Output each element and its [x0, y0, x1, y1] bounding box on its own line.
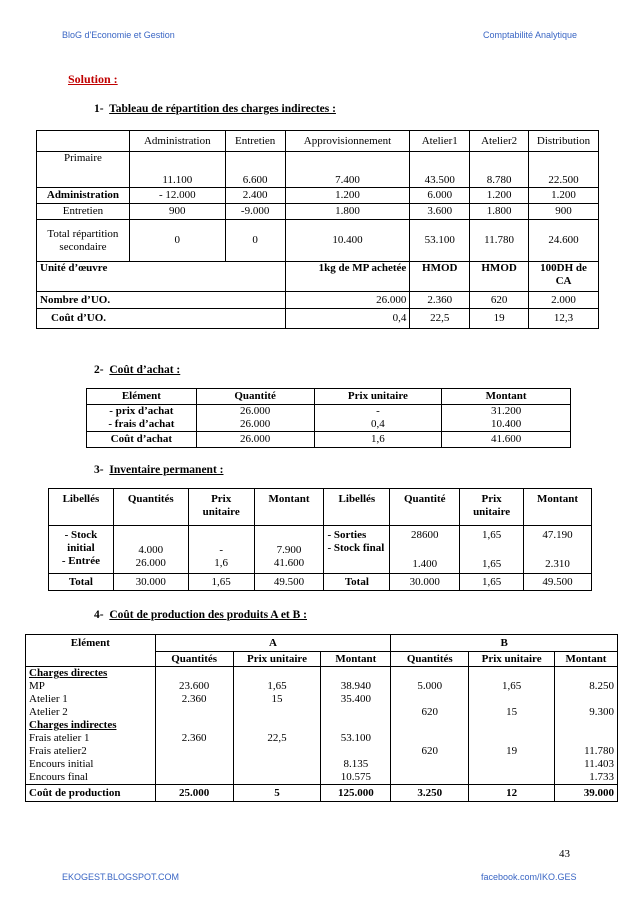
cell: 1.200: [529, 188, 599, 204]
table-row: [37, 188, 599, 204]
cell: 49.500: [524, 574, 592, 591]
cell: [390, 526, 460, 574]
label-entree: - Entrée: [61, 555, 101, 567]
cell: 26.000: [196, 405, 314, 419]
row-label: - frais d’achat: [87, 418, 197, 432]
col-header: Quantités: [391, 652, 469, 667]
section-title: Inventaire permanent :: [109, 464, 224, 476]
row-label: Encours initial: [26, 758, 156, 771]
table-row: [49, 526, 592, 574]
cell: [469, 667, 555, 681]
page-number: 43: [559, 848, 570, 860]
cell: [391, 693, 469, 706]
cell: 1.200: [470, 188, 529, 204]
cell-value: 1,6: [214, 557, 229, 569]
cell: 11.780: [470, 220, 529, 262]
section-title: Coût d’achat :: [109, 364, 181, 376]
section-number: 4-: [94, 609, 104, 621]
col-header: Quantité: [390, 489, 460, 526]
cell: 3.250: [391, 785, 469, 802]
cell: 8.780: [470, 152, 529, 188]
cell-value: 1,65: [481, 558, 502, 570]
cell-value: 28600: [410, 529, 439, 541]
cell: [321, 667, 391, 681]
col-header: Distribution: [529, 131, 599, 152]
cell: 41.600: [442, 432, 571, 448]
section-number: 3-: [94, 464, 104, 476]
cell: [524, 526, 592, 574]
cell: [321, 706, 391, 719]
cell: 2.400: [225, 188, 285, 204]
cell-value: 2.310: [545, 558, 570, 570]
label-stock-initial: - Stock initial: [64, 529, 98, 554]
section-1-heading: [94, 103, 336, 115]
cell: 49.500: [254, 574, 324, 591]
col-header: Libellés: [324, 489, 390, 526]
section-4-heading: [94, 609, 307, 621]
cell: [155, 706, 233, 719]
row-label: Unité d’œuvre: [37, 262, 286, 292]
row-label: Frais atelier 1: [26, 732, 156, 745]
table-row: [26, 732, 618, 745]
cell: [555, 667, 618, 681]
col-header: Entretien: [225, 131, 285, 152]
cell: 15: [469, 706, 555, 719]
cell: HMOD: [470, 262, 529, 292]
cell: 53.100: [410, 220, 470, 262]
row-label: Coût d’UO.: [37, 309, 286, 329]
cell: 11.403: [555, 758, 618, 771]
header-subject: Comptabilité Analytique: [483, 30, 578, 40]
cell: [555, 732, 618, 745]
cell: 1,6: [314, 432, 442, 448]
col-header: Atelier1: [410, 131, 470, 152]
cell: [233, 719, 321, 732]
table-row: [37, 220, 599, 262]
section-number: 1-: [94, 103, 104, 115]
cell-value: 41.600: [273, 557, 305, 569]
cell: [233, 745, 321, 758]
cell-value: 4.000: [138, 544, 164, 556]
cell: 3.600: [410, 204, 470, 220]
cell: [233, 667, 321, 681]
cell: 1,65: [233, 680, 321, 693]
cout-production-table: [25, 634, 618, 802]
row-label: Coût de production: [26, 785, 156, 802]
section-2-heading: [94, 364, 180, 376]
table-row: [26, 745, 618, 758]
cell: 38.940: [321, 680, 391, 693]
row-label: Atelier 2: [26, 706, 156, 719]
col-header: Approvisionnement: [285, 131, 410, 152]
col-header: Elément: [87, 389, 197, 405]
col-header: Montant: [555, 652, 618, 667]
row-label: Nombre d’UO.: [37, 292, 286, 309]
cell-value: 7.900: [276, 544, 302, 556]
sortie-labels: [324, 526, 390, 574]
cell: 19: [470, 309, 529, 329]
table-row: [26, 667, 618, 681]
cell: 30.000: [113, 574, 188, 591]
cell-value: -: [219, 544, 223, 556]
cell: 22,5: [410, 309, 470, 329]
section-title: Tableau de répartition des charges indirectes :: [109, 103, 336, 115]
cell: 620: [391, 745, 469, 758]
cell: 1.200: [285, 188, 410, 204]
section-title: Coût de production des produits A et B :: [109, 609, 308, 621]
cell: 0: [129, 220, 225, 262]
row-label: Atelier 1: [26, 693, 156, 706]
cell: [391, 758, 469, 771]
row-label: MP: [26, 680, 156, 693]
cell: [391, 771, 469, 785]
cell: 26.000: [196, 432, 314, 448]
cell: 10.575: [321, 771, 391, 785]
cell: 1kg de MP achetée: [285, 262, 410, 292]
table-row: [26, 680, 618, 693]
cell: [469, 771, 555, 785]
row-label: Entretien: [37, 204, 130, 220]
row-label: Primaire: [37, 152, 130, 188]
cell: 26.000: [196, 418, 314, 432]
cell: 10.400: [285, 220, 410, 262]
cell: 125.000: [321, 785, 391, 802]
col-header: Quantités: [155, 652, 233, 667]
row-label: Total: [49, 574, 114, 591]
cell: [233, 706, 321, 719]
cell: 26.000: [285, 292, 410, 309]
row-label: Encours final: [26, 771, 156, 785]
cell: 11.100: [129, 152, 225, 188]
cell: [555, 719, 618, 732]
cell: 12,3: [529, 309, 599, 329]
cell: 24.600: [529, 220, 599, 262]
cell: [391, 719, 469, 732]
row-label: - prix d’achat: [87, 405, 197, 419]
cell: [155, 758, 233, 771]
cell: 620: [470, 292, 529, 309]
cell: -9.000: [225, 204, 285, 220]
cell: 0,4: [314, 418, 442, 432]
cell: 1.800: [285, 204, 410, 220]
col-header-element: Elément: [26, 635, 156, 652]
cell-value: 47.190: [542, 529, 573, 541]
cell: 15: [233, 693, 321, 706]
col-header: Libellés: [49, 489, 114, 526]
section-number: 2-: [94, 364, 104, 376]
cell: 1.733: [555, 771, 618, 785]
col-header: Prix unitaire: [233, 652, 321, 667]
header-empty-cell: [37, 131, 130, 152]
cell: - 12.000: [129, 188, 225, 204]
cell: [469, 719, 555, 732]
cell: 7.400: [285, 152, 410, 188]
cell: [469, 732, 555, 745]
cell-value: 26.000: [135, 557, 166, 569]
footer-blog-url: EKOGEST.BLOGSPOT.COM: [62, 872, 180, 882]
cell: [321, 719, 391, 732]
row-label: Charges directes: [26, 667, 156, 681]
cell: [155, 771, 233, 785]
cell: 8.135: [321, 758, 391, 771]
cell: [188, 526, 254, 574]
col-header: Quantité: [196, 389, 314, 405]
cell: [155, 719, 233, 732]
col-header: Montant: [321, 652, 391, 667]
stock-labels: [49, 526, 114, 574]
section-3-heading: [94, 464, 223, 476]
cell: [391, 667, 469, 681]
cell: [113, 526, 188, 574]
cell: [460, 526, 524, 574]
cell: 22.500: [529, 152, 599, 188]
col-header: Prix unitaire: [460, 489, 524, 526]
footer-facebook: facebook.com/IKO.GES: [481, 872, 577, 882]
label-stock-final: - Stock final: [327, 542, 385, 554]
cell: 100DH de CA: [529, 262, 599, 292]
header-blog-name: BloG d'Economie et Gestion: [62, 30, 175, 40]
cell: 6.600: [225, 152, 285, 188]
cell: 31.200: [442, 405, 571, 419]
col-header: Prix unitaire: [314, 389, 442, 405]
cell: 12: [469, 785, 555, 802]
cell: 8.250: [555, 680, 618, 693]
cell: HMOD: [410, 262, 470, 292]
cell: 23.600: [155, 680, 233, 693]
cell: [233, 758, 321, 771]
cell: [233, 771, 321, 785]
cell: 53.100: [321, 732, 391, 745]
col-header-b: B: [391, 635, 618, 652]
cell: [391, 732, 469, 745]
cell: 1,65: [469, 680, 555, 693]
solution-heading: Solution :: [68, 72, 118, 86]
row-label: Coût d’achat: [87, 432, 197, 448]
cell: 11.780: [555, 745, 618, 758]
cell: 1,65: [188, 574, 254, 591]
row-label: Administration: [37, 188, 130, 204]
table-row: [37, 292, 599, 309]
cell: 900: [529, 204, 599, 220]
label-sorties: - Sorties: [327, 529, 367, 541]
table-row: [26, 719, 618, 732]
table-row: [37, 309, 599, 329]
table-row: [37, 204, 599, 220]
cell: 2.360: [155, 693, 233, 706]
col-header: Prix unitaire: [188, 489, 254, 526]
cell: 25.000: [155, 785, 233, 802]
charges-repartition-table: [36, 130, 599, 329]
cell: 39.000: [555, 785, 618, 802]
cell: 0,4: [285, 309, 410, 329]
cell: 43.500: [410, 152, 470, 188]
cell: [469, 693, 555, 706]
col-header: Quantités: [113, 489, 188, 526]
table-row: [26, 771, 618, 785]
cell-value: 1.400: [412, 558, 438, 570]
cell: 30.000: [390, 574, 460, 591]
cell: 620: [391, 706, 469, 719]
table-row: [87, 418, 571, 432]
col-header-a: A: [155, 635, 391, 652]
col-header: Atelier2: [470, 131, 529, 152]
cell: [254, 526, 324, 574]
cell: 900: [129, 204, 225, 220]
cell: 1.800: [470, 204, 529, 220]
cell: 0: [225, 220, 285, 262]
cell: 2.360: [410, 292, 470, 309]
table-row: [87, 432, 571, 448]
table-row: [87, 405, 571, 419]
table-row: [26, 693, 618, 706]
cell: 19: [469, 745, 555, 758]
cell: [155, 667, 233, 681]
cell: [469, 758, 555, 771]
cell: 35.400: [321, 693, 391, 706]
table-row: [49, 574, 592, 591]
col-header: Montant: [524, 489, 592, 526]
row-label: Frais atelier2: [26, 745, 156, 758]
cout-achat-table: [86, 388, 571, 448]
table-row: [37, 152, 599, 188]
cell: 9.300: [555, 706, 618, 719]
row-label: Total répartition secondaire: [37, 220, 130, 262]
cell: [321, 745, 391, 758]
col-header: Prix unitaire: [469, 652, 555, 667]
cell: 10.400: [442, 418, 571, 432]
cell: 2.000: [529, 292, 599, 309]
inventaire-table: [48, 488, 592, 591]
cell: [555, 693, 618, 706]
table-row-total: [26, 785, 618, 802]
table-row: [37, 262, 599, 292]
cell: 1,65: [460, 574, 524, 591]
col-header: Montant: [442, 389, 571, 405]
col-header: Administration: [129, 131, 225, 152]
cell: 22,5: [233, 732, 321, 745]
cell: 5.000: [391, 680, 469, 693]
cell: 5: [233, 785, 321, 802]
cell: 2.360: [155, 732, 233, 745]
col-header: Montant: [254, 489, 324, 526]
table-row: [26, 758, 618, 771]
row-label: Total: [324, 574, 390, 591]
header-empty-cell: [26, 652, 156, 667]
cell: -: [314, 405, 442, 419]
table-row: [26, 706, 618, 719]
cell: 6.000: [410, 188, 470, 204]
cell-value: 1,65: [481, 529, 502, 541]
row-label: Charges indirectes: [26, 719, 156, 732]
cell: [155, 745, 233, 758]
